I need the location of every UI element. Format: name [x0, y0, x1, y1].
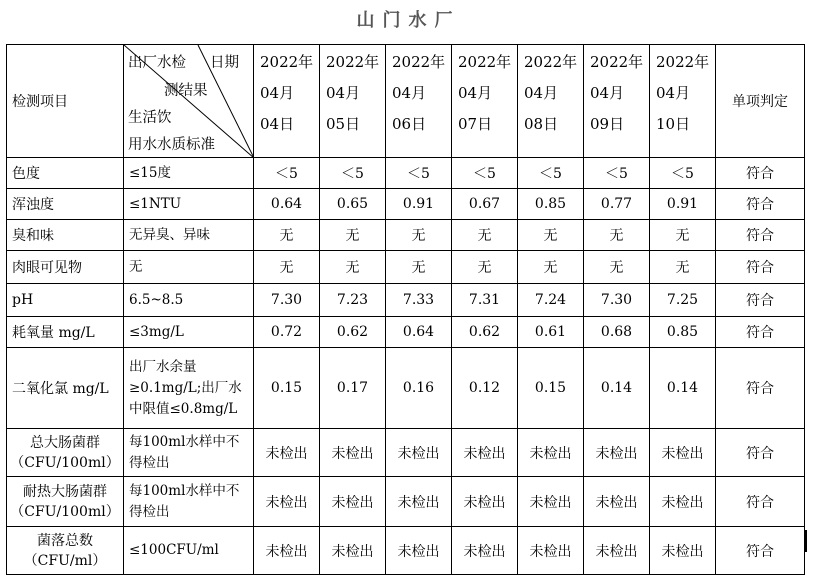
table-row — [7, 251, 805, 284]
table-row — [7, 429, 805, 477]
value-cell: ＜5 — [452, 158, 518, 189]
table-row — [7, 527, 805, 575]
item-cell: pH — [7, 284, 124, 317]
value-cell: 未检出 — [452, 477, 518, 527]
value-cell: 无 — [452, 220, 518, 251]
date-d: 08日 — [524, 115, 559, 133]
standard-cell: ≤100CFU/ml — [124, 527, 254, 575]
value-cell: 未检出 — [584, 429, 650, 477]
verdict-cell: 符合 — [716, 220, 805, 251]
standard-cell: 6.5~8.5 — [124, 284, 254, 317]
date-m: 04月 — [458, 84, 493, 102]
value-cell: 未检出 — [452, 429, 518, 477]
water-quality-table — [6, 44, 805, 575]
diag-mid: 测结果 — [164, 83, 208, 99]
value-cell: 0.16 — [386, 348, 452, 429]
edge-mark — [805, 530, 807, 552]
value-cell: 未检出 — [386, 429, 452, 477]
standard-cell: ≤15度 — [124, 158, 254, 189]
value-cell: 未检出 — [650, 477, 716, 527]
value-cell: 未检出 — [320, 527, 386, 575]
verdict-cell: 符合 — [716, 189, 805, 220]
table-row — [7, 158, 805, 189]
date-d: 09日 — [590, 115, 625, 133]
table-row — [7, 317, 805, 348]
date-m: 04月 — [326, 84, 361, 102]
value-cell: 0.91 — [386, 189, 452, 220]
value-cell: 0.62 — [452, 317, 518, 348]
item-cell: 浑浊度 — [7, 189, 124, 220]
standard-cell: 每100ml水样中不得检出 — [124, 477, 254, 527]
date-m: 04月 — [260, 84, 295, 102]
value-cell: 未检出 — [518, 477, 584, 527]
table-row — [7, 477, 805, 527]
value-cell: 无 — [518, 220, 584, 251]
verdict-cell: 符合 — [716, 348, 805, 429]
value-cell: 0.85 — [518, 189, 584, 220]
value-cell: 无 — [320, 220, 386, 251]
value-cell: 无 — [650, 251, 716, 284]
value-cell: 未检出 — [650, 429, 716, 477]
date-y: 2022年 — [326, 53, 380, 71]
value-cell: 7.33 — [386, 284, 452, 317]
value-cell: ＜5 — [518, 158, 584, 189]
value-cell: 0.12 — [452, 348, 518, 429]
table-row — [7, 284, 805, 317]
date-y: 2022年 — [590, 53, 644, 71]
value-cell: 0.65 — [320, 189, 386, 220]
value-cell: 0.64 — [254, 189, 320, 220]
item-cell: 菌落总数（CFU/ml） — [7, 527, 124, 575]
item-cell: 耐热大肠菌群（CFU/100ml） — [7, 477, 124, 527]
value-cell: 未检出 — [386, 477, 452, 527]
diag-top-left: 出厂水检 — [128, 55, 186, 71]
value-cell: 0.14 — [650, 348, 716, 429]
date-header-5 — [584, 45, 650, 158]
value-cell: 未检出 — [584, 527, 650, 575]
value-cell: 无 — [452, 251, 518, 284]
date-header-2 — [386, 45, 452, 158]
date-m: 04月 — [392, 84, 427, 102]
item-cell: 色度 — [7, 158, 124, 189]
diag-bot2: 用水水质标准 — [128, 137, 215, 153]
diagonal-header-cell — [124, 45, 254, 158]
date-y: 2022年 — [524, 53, 578, 71]
value-cell: 无 — [518, 251, 584, 284]
value-cell: 0.64 — [386, 317, 452, 348]
value-cell: 未检出 — [254, 477, 320, 527]
date-d: 04日 — [260, 115, 295, 133]
value-cell: 7.31 — [452, 284, 518, 317]
value-cell: 无 — [386, 220, 452, 251]
standard-cell: 无异臭、异味 — [124, 220, 254, 251]
value-cell: 未检出 — [320, 429, 386, 477]
value-cell: 未检出 — [452, 527, 518, 575]
value-cell: 未检出 — [650, 527, 716, 575]
value-cell: 0.85 — [650, 317, 716, 348]
date-y: 2022年 — [260, 53, 314, 71]
date-header-4 — [518, 45, 584, 158]
date-m: 04月 — [656, 84, 691, 102]
item-column-header: 检测项目 — [7, 45, 124, 158]
value-cell: 7.30 — [254, 284, 320, 317]
value-cell: 0.17 — [320, 348, 386, 429]
date-d: 06日 — [392, 115, 427, 133]
date-d: 05日 — [326, 115, 361, 133]
verdict-cell: 符合 — [716, 527, 805, 575]
value-cell: 0.14 — [584, 348, 650, 429]
standard-cell: ≤1NTU — [124, 189, 254, 220]
value-cell: 无 — [386, 251, 452, 284]
value-cell: 无 — [320, 251, 386, 284]
table-row — [7, 220, 805, 251]
value-cell: 无 — [584, 220, 650, 251]
value-cell: ＜5 — [650, 158, 716, 189]
verdict-column-header: 单项判定 — [716, 45, 805, 158]
value-cell: ＜5 — [254, 158, 320, 189]
value-cell: 0.68 — [584, 317, 650, 348]
standard-cell: 出厂水余量≥0.1mg/L;出厂水中限值≤0.8mg/L — [124, 348, 254, 429]
diag-top-right: 日期 — [210, 55, 239, 71]
value-cell: 未检出 — [584, 477, 650, 527]
item-cell: 二氧化氯 mg/L — [7, 348, 124, 429]
value-cell: 未检出 — [320, 477, 386, 527]
verdict-cell: 符合 — [716, 284, 805, 317]
value-cell: 7.23 — [320, 284, 386, 317]
value-cell: 0.67 — [452, 189, 518, 220]
standard-cell: 每100ml水样中不得检出 — [124, 429, 254, 477]
verdict-cell: 符合 — [716, 317, 805, 348]
value-cell: 0.15 — [518, 348, 584, 429]
value-cell: 无 — [584, 251, 650, 284]
value-cell: ＜5 — [584, 158, 650, 189]
header-row — [7, 45, 805, 158]
standard-cell: ≤3mg/L — [124, 317, 254, 348]
value-cell: 无 — [254, 220, 320, 251]
value-cell: 7.24 — [518, 284, 584, 317]
value-cell: 未检出 — [254, 429, 320, 477]
value-cell: 未检出 — [518, 527, 584, 575]
date-header-6 — [650, 45, 716, 158]
verdict-cell: 符合 — [716, 429, 805, 477]
date-m: 04月 — [524, 84, 559, 102]
verdict-cell: 符合 — [716, 251, 805, 284]
value-cell: 未检出 — [254, 527, 320, 575]
verdict-cell: 符合 — [716, 477, 805, 527]
table-row — [7, 189, 805, 220]
value-cell: ＜5 — [320, 158, 386, 189]
date-y: 2022年 — [656, 53, 710, 71]
value-cell: 0.61 — [518, 317, 584, 348]
value-cell: 7.30 — [584, 284, 650, 317]
item-cell: 总大肠菌群（CFU/100ml） — [7, 429, 124, 477]
item-cell: 耗氧量 mg/L — [7, 317, 124, 348]
value-cell: ＜5 — [386, 158, 452, 189]
verdict-cell: 符合 — [716, 158, 805, 189]
diag-bot1: 生活饮 — [128, 110, 172, 126]
value-cell: 0.77 — [584, 189, 650, 220]
standard-cell: 无 — [124, 251, 254, 284]
table-row — [7, 348, 805, 429]
value-cell: 无 — [650, 220, 716, 251]
date-d: 10日 — [656, 115, 691, 133]
value-cell: 0.15 — [254, 348, 320, 429]
date-header-0 — [254, 45, 320, 158]
value-cell: 未检出 — [386, 527, 452, 575]
date-header-3 — [452, 45, 518, 158]
value-cell: 0.62 — [320, 317, 386, 348]
value-cell: 0.91 — [650, 189, 716, 220]
value-cell: 未检出 — [518, 429, 584, 477]
date-d: 07日 — [458, 115, 493, 133]
page-title: 山门水厂 — [356, 10, 461, 31]
value-cell: 无 — [254, 251, 320, 284]
item-cell: 臭和味 — [7, 220, 124, 251]
date-y: 2022年 — [392, 53, 446, 71]
date-y: 2022年 — [458, 53, 512, 71]
date-header-1 — [320, 45, 386, 158]
value-cell: 0.72 — [254, 317, 320, 348]
item-cell: 肉眼可见物 — [7, 251, 124, 284]
date-m: 04月 — [590, 84, 625, 102]
value-cell: 7.25 — [650, 284, 716, 317]
